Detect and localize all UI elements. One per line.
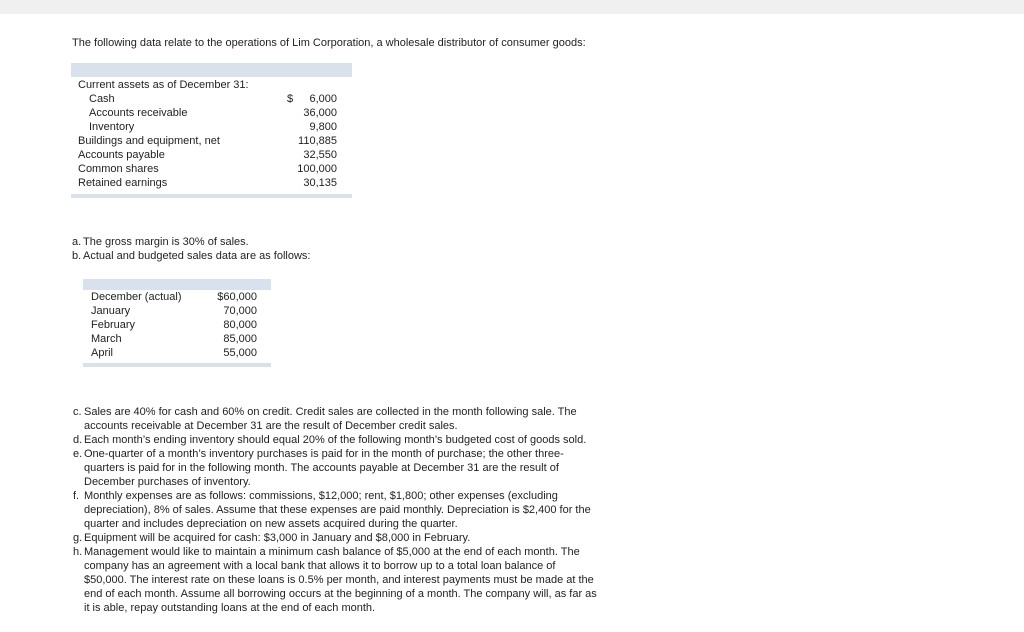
list-item [72,249,310,263]
row-label: January [91,305,131,317]
table-row [83,290,271,304]
table-footer-bar [83,363,271,367]
balances-table [71,63,352,198]
table-row [83,304,271,318]
item-key: c. [73,406,82,418]
assumptions-c-h [73,405,663,615]
table-footer-bar [71,194,352,198]
balances-header-row [71,78,352,92]
row-label: March [91,333,122,345]
row-value: 70,000 [223,305,257,317]
item-key: b. [72,250,82,262]
item-line: depreciation), 8% of sales. Assume that these expenses are paid monthly. Depreciation is $2,400 for the [84,504,591,516]
row-value: 9,800 [309,121,337,133]
row-label: Retained earnings [78,177,168,189]
list-item [73,447,663,489]
row-value: 85,000 [223,333,257,345]
row-value: 55,000 [223,347,257,359]
item-line: Management would like to maintain a minimum cash balance of $5,000 at the end of each month. The [84,546,580,558]
row-value: $60,000 [217,291,257,303]
item-line: accounts receivable at December 31 are the result of December credit sales. [84,420,458,432]
table-row [71,120,352,134]
item-key: e. [73,448,83,460]
item-line: company has an agreement with a local bank that allows it to borrow up to a total loan balance of [84,560,556,572]
table-row [71,176,352,190]
list-item [72,235,310,249]
table-row [83,346,271,360]
item-line: Monthly expenses are as follows: commissions, $12,000; rent, $1,800; other expenses (excluding [84,490,558,502]
item-key: h. [73,546,83,558]
item-key: g. [73,532,83,544]
table-row [71,162,352,176]
item-key: d. [73,434,83,446]
row-value: 36,000 [303,107,337,119]
row-value: 30,135 [303,177,337,189]
item-text [84,433,663,447]
top-bar [0,0,1024,14]
table-row [71,134,352,148]
item-text: The gross margin is 30% of sales. [83,236,249,248]
row-label: Inventory [89,121,135,133]
row-value: 6,000 [309,93,337,105]
item-line: Each month’s ending inventory should equal 20% of the following month’s budgeted cost of goods sold. [84,434,587,446]
assumptions-ab [72,235,310,263]
list-item [73,433,663,447]
list-item [73,405,663,433]
table-row [71,92,352,106]
item-line: quarters is paid for in the following month. The accounts payable at December 31 are the result of [84,462,559,474]
item-text [84,545,663,615]
item-line: December purchases of inventory. [84,476,251,488]
table-row [83,318,271,332]
item-line: end of each month. Assume all borrowing occurs at the beginning of a month. The company will, as far as [84,588,597,600]
row-value: 110,885 [298,135,337,147]
currency-symbol: $ [287,93,294,105]
item-line: One-quarter of a month’s inventory purchases is paid for in the month of purchase; the other three- [84,448,564,460]
row-label: Accounts receivable [89,107,188,119]
item-line: $50,000. The interest rate on these loans is 0.5% per month, and interest payments must be made at the [84,574,594,586]
item-key: f. [73,490,80,502]
table-header-bar [83,279,271,290]
table-row [71,106,352,120]
item-text: Actual and budgeted sales data are as follows: [83,250,311,262]
table-header-bar [71,63,352,77]
balances-header: Current assets as of December 31: [78,79,249,91]
item-text [84,489,663,531]
sales-table [83,279,271,367]
list-item [73,545,663,615]
item-key: a. [72,236,82,248]
row-label: December (actual) [91,291,182,303]
item-text [84,447,663,489]
table-row [71,148,352,162]
row-label: Buildings and equipment, net [78,135,220,147]
row-label: April [91,347,114,359]
item-line: Sales are 40% for cash and 60% on credit. Credit sales are collected in the month following sale. The [84,406,577,418]
row-label: Cash [89,93,115,105]
list-item [73,531,663,545]
item-text [84,531,663,545]
row-value: 100,000 [297,163,337,175]
row-value: 32,550 [303,149,337,161]
list-item [73,489,663,531]
table-row [83,332,271,346]
row-label: Accounts payable [78,149,165,161]
row-label: February [91,319,136,331]
item-line: quarter and includes depreciation on new assets acquired during the quarter. [84,518,458,530]
intro-text: The following data relate to the operations of Lim Corporation, a wholesale distributor of consumer goods: [72,37,586,49]
item-text [84,405,663,433]
row-value: 80,000 [223,319,257,331]
row-label: Common shares [78,163,159,175]
item-line: Equipment will be acquired for cash: $3,000 in January and $8,000 in February. [84,532,471,544]
item-line: it is able, repay outstanding loans at the end of each month. [84,602,376,614]
